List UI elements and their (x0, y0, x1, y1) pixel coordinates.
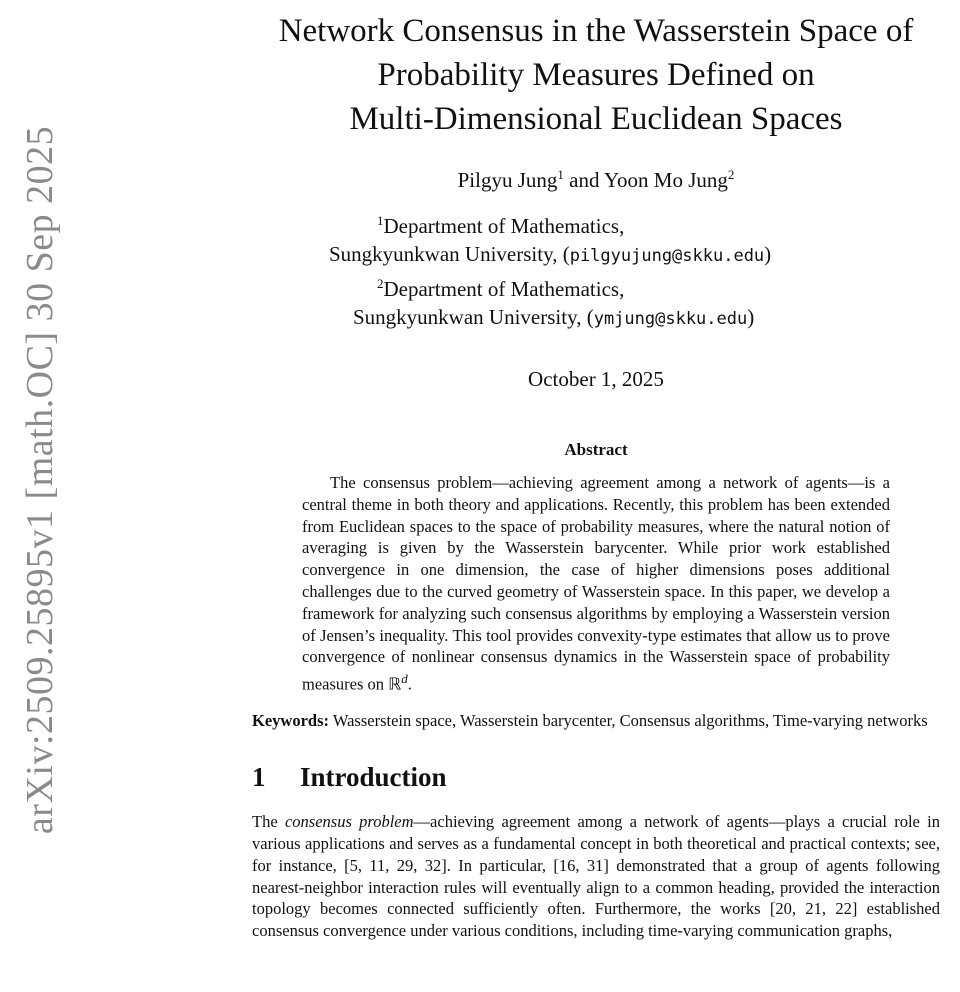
arxiv-identifier[interactable]: arXiv:2509.25895v1 [math.OC] 30 Sep 2025 (19, 125, 61, 835)
affiliation-univ (252, 303, 940, 333)
keywords-label: Keywords: (252, 711, 329, 731)
section-heading (252, 762, 940, 793)
abstract-text: The consensus problem—achieving agreement among a network of agents—is a central theme in both theory and applications. Recently, this problem has been extended from Euclidean spaces to the space of probability measures, where the natural notion of averaging is given by the Wasserstein barycenter. While prior work established convergence in one dimension, the case of higher dimensions poses additional challenges due to the curved geometry of Wasserstein space. In this paper, we develop a framework for analyzing such consensus algorithms by employing a Wasserstein version of Jensen’s inequality. This tool provides convexity-type estimates that allow us to prove convergence of nonlinear consensus dynamics in the Wasserstein space of probability measures on (302, 473, 890, 694)
affiliation-dept (252, 270, 940, 303)
department: Department of Mathematics, (383, 214, 625, 238)
affiliation-superscript: 1 (377, 213, 384, 228)
author-list (252, 167, 940, 193)
abstract-end: . (407, 674, 412, 694)
author-superscript: 1 (557, 167, 564, 182)
intro-text: —achieving agreement among a network of agents—plays a crucial role in various applications and serves as a fundamental concept in both theoretical and practical contexts; see, for instance, [5, 11, 29, 32]. In particular, [16, 31] demonstrated that a group of agents following nearest-neighbor interaction rules will eventually align to a common heading, provided the interaction topology becomes connected sufficiently often. Furthermore, the works [20, 21, 22] established consensus convergence under various conditions, including time-varying communication graphs, (252, 812, 941, 941)
paren: ) (747, 305, 755, 329)
title-line-3: Multi-Dimensional Euclidean Spaces (349, 101, 843, 137)
section-title: Introduction (300, 762, 447, 793)
abstract-heading: Abstract (564, 440, 628, 459)
author-superscript: 2 (727, 167, 735, 182)
keywords-text: Wasserstein space, Wasserstein barycenter, Consensus algorithms, Time-varying networks (329, 711, 928, 731)
author-conjunction: and (563, 168, 604, 192)
paper-title (252, 9, 940, 141)
math-symbol: ℝ (388, 674, 402, 694)
intro-paragraph (252, 811, 940, 942)
title-line-1: Network Consensus in the Wasserstein Space of (278, 13, 914, 49)
intro-text: The (252, 812, 285, 832)
affiliation-univ (252, 240, 940, 270)
paren: ) (764, 242, 772, 266)
author-name: Pilgyu Jung (457, 168, 558, 192)
math-superscript: d (401, 671, 408, 687)
keywords (252, 710, 940, 732)
affiliation-superscript: 2 (377, 276, 384, 291)
university: Sungkyunkwan University, ( (353, 305, 594, 329)
email-link[interactable]: pilgyujung@skku.edu (569, 246, 765, 266)
emphasis: consensus problem (284, 812, 414, 832)
affiliations (252, 207, 940, 333)
section-number: 1 (252, 762, 266, 793)
affiliation-dept (252, 207, 940, 240)
paper-date: October 1, 2025 (528, 367, 664, 391)
paper-page (252, 0, 940, 942)
email-link[interactable]: ymjung@skku.edu (593, 309, 748, 329)
title-line-2: Probability Measures Defined on (377, 57, 815, 93)
author-name: Yoon Mo Jung (603, 168, 728, 192)
university: Sungkyunkwan University, ( (329, 242, 570, 266)
abstract-body (302, 472, 890, 695)
arxiv-sidebar (0, 0, 80, 992)
department: Department of Mathematics, (383, 277, 625, 301)
